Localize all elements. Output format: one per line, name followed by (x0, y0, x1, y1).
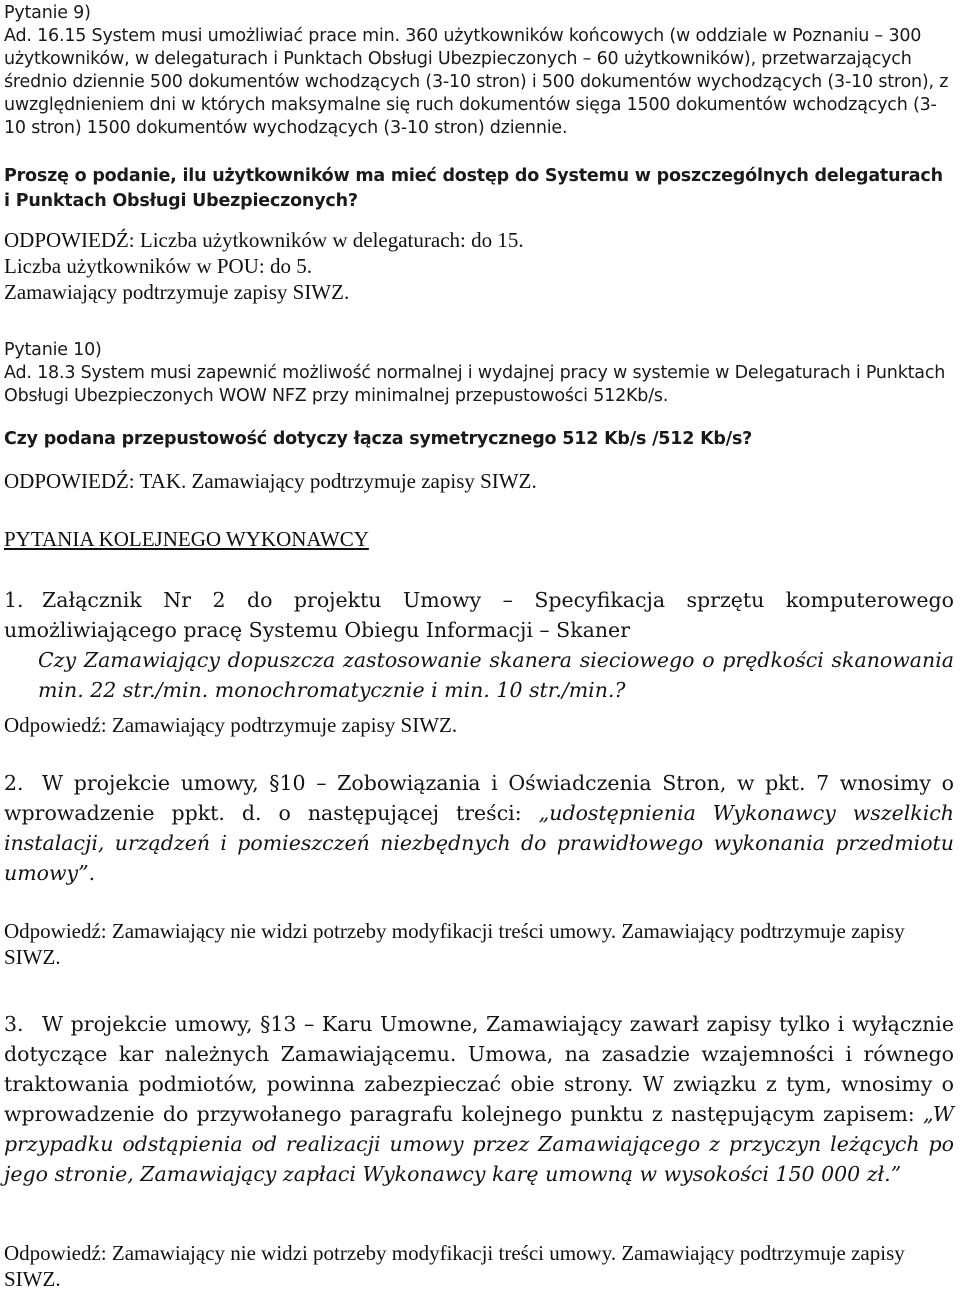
q9-answer-line-2: Liczba użytkowników w POU: do 5. (4, 254, 312, 278)
item-answer: Odpowiedź: Zamawiający podtrzymuje zapisy SIWZ. (4, 713, 458, 737)
q10-block (4, 339, 954, 408)
item-text: W projekcie umowy, §13 – Karu Umowne, Zamawiający zawarł zapisy tylko i wyłącznie dotyczące kar należnych Zamawiającemu. Umowa, na zasadzie wzajemności i równego traktowania podmiotów, powinna zabezpieczać obie strony. W związku z tym, wnosimy o wprowadzenie do przywołanego paragrafu kolejnego punktu z następującym zapisem: (4, 1012, 954, 1126)
item-answer: Odpowiedź: Zamawiający nie widzi potrzeby modyfikacji treści umowy. Zamawiający podtrzymuje zapisy SIWZ. (4, 1241, 905, 1291)
item-italic-text: „udostępnienia Wykonawcy wszelkich instalacji, urządzeń i pomieszczeń niezbędnych do prawidłowego wykonania przedmiotu umowy”. (4, 801, 954, 885)
q9-block (4, 2, 954, 140)
q9-question: Proszę o podanie, ilu użytkowników ma mieć dostęp do Systemu w poszczególnych delegaturach i Punktach Obsługi Ubezpieczonych? (4, 166, 943, 211)
q9-answer (4, 227, 954, 305)
list-item (4, 768, 954, 888)
q10-title: Pytanie 10) (4, 340, 102, 360)
item-text: Załącznik Nr 2 do projektu Umowy – Specyfikacja sprzętu komputerowego umożliwiającego pracę Systemu Obiegu Informacji – Skaner (4, 588, 954, 642)
item-answer: Odpowiedź: Zamawiający nie widzi potrzeby modyfikacji treści umowy. Zamawiający podtrzymuje zapisy SIWZ. (4, 919, 905, 969)
item-italic-text: „W przypadku odstąpienia od realizacji umowy przez Zamawiającego z przyczyn leżących po jego stronie, Zamawiający zapłaci Wykonawcy karę umowną w wysokości 150 000 zł.” (4, 1102, 954, 1186)
section-heading: PYTANIA KOLEJNEGO WYKONAWCY (4, 527, 369, 551)
q9-answer-line-1: ODPOWIEDŹ: Liczba użytkowników w delegaturach: do 15. (4, 228, 524, 252)
q10-body: Ad. 18.3 System musi zapewnić możliwość normalnej i wydajnej pracy w systemie w Delegaturach i Punktach Obsługi Ubezpieczonych WOW NFZ przy minimalnej przepustowości 512Kb/s. (4, 363, 946, 406)
q9-title: Pytanie 9) (4, 3, 91, 23)
list-item (4, 585, 954, 705)
item-number: 2. (4, 771, 24, 795)
item-number: 3. (4, 1012, 24, 1036)
item-number: 1. (4, 588, 24, 612)
item-text: W projekcie umowy, §10 – Zobowiązania i Oświadczenia Stron, w pkt. 7 wnosimy o wprowadzenie ppkt. d. o następującej treści: (4, 771, 954, 825)
item-italic-text: Czy Zamawiający dopuszcza zastosowanie skanera sieciowego o prędkości skanowania min. 22 str./min. monochromatycznie i min. 10 str./min.? (38, 648, 954, 702)
q10-answer: ODPOWIEDŹ: TAK. Zamawiający podtrzymuje zapisy SIWZ. (4, 469, 537, 493)
q9-answer-line-3: Zamawiający podtrzymuje zapisy SIWZ. (4, 280, 350, 304)
q10-question: Czy podana przepustowość dotyczy łącza symetrycznego 512 Kb/s /512 Kb/s? (4, 429, 753, 449)
q9-body: Ad. 16.15 System musi umożliwiać prace min. 360 użytkowników końcowych (w oddziale w Poznaniu – 300 użytkowników, w delegaturach i Punktach Obsługi Ubezpieczonych – 60 użytkowników), przetwarzających średnio dziennie 500 dokumentów wchodzących (3-10 stron) i 500 dokumentów wychodzących (3-10 stron), z uwzględnieniem dni w których maksymalne się ruch dokumentów sięga 1500 dokumentów wchodzących (3-10 stron) 1500 dokumentów wychodzących (3-10 stron) dziennie. (4, 26, 949, 138)
list-item (4, 1009, 954, 1189)
